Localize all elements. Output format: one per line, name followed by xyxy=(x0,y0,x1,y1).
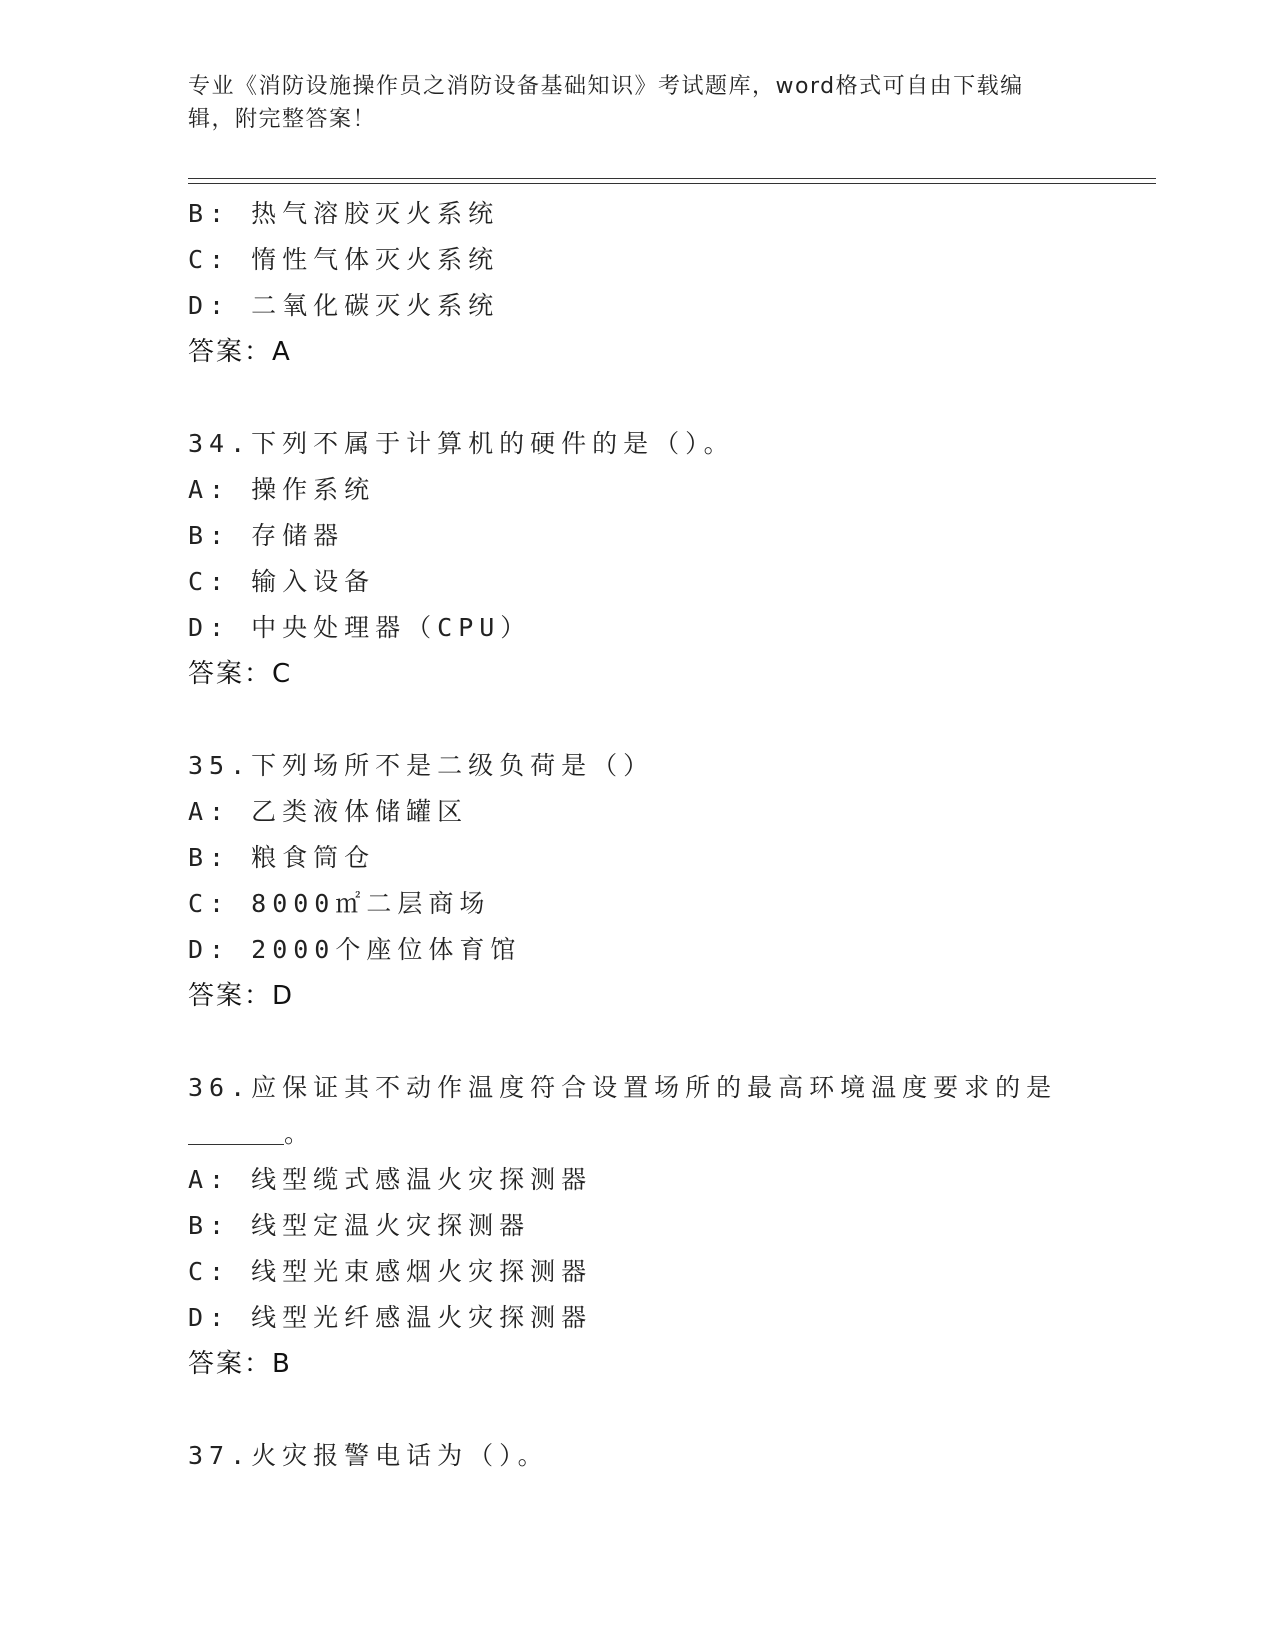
option-c: C: 线型光束感烟火灾探测器 xyxy=(188,1257,593,1286)
answer-label: 答案：B xyxy=(188,1349,292,1379)
spacer xyxy=(188,375,1156,421)
answer-label: 答案：A xyxy=(188,337,292,367)
option-d: D: 二氧化碳灭火系统 xyxy=(188,291,500,320)
spacer xyxy=(188,1387,1156,1433)
option-c: C: 8000㎡二层商场 xyxy=(188,889,491,918)
question-stem: 34.下列不属于计算机的硬件的是（）。 xyxy=(188,429,735,458)
option-b: B: 存储器 xyxy=(188,521,345,550)
option-b: B: 粮食筒仓 xyxy=(188,843,376,872)
option-c: C: 输入设备 xyxy=(188,567,376,596)
option-b: B: 线型定温火灾探测器 xyxy=(188,1211,531,1240)
question-37 xyxy=(188,1433,1156,1479)
header-divider-bottom xyxy=(188,183,1156,184)
spacer xyxy=(188,1019,1156,1065)
answer-label: 答案：D xyxy=(188,981,295,1011)
question-36 xyxy=(188,1065,1156,1387)
question-34 xyxy=(188,421,1156,697)
fill-in-blank xyxy=(188,1111,1156,1157)
option-a: A: 线型缆式感温火灾探测器 xyxy=(188,1165,593,1194)
spacer xyxy=(188,697,1156,743)
header-divider-top xyxy=(188,178,1156,179)
option-d: D: 线型光纤感温火灾探测器 xyxy=(188,1303,593,1332)
question-list xyxy=(188,191,1156,1479)
blank-underline xyxy=(188,1144,284,1145)
answer-label: 答案：C xyxy=(188,659,293,689)
stem-end-punctuation: 。 xyxy=(284,1119,312,1148)
question-33-continued xyxy=(188,191,1156,375)
option-d: D: 2000个座位体育馆 xyxy=(188,935,522,964)
option-b: B: 热气溶胶灭火系统 xyxy=(188,199,500,228)
document-header: 专业《消防设施操作员之消防设备基础知识》考试题库，word格式可自由下载编辑，附完整答案！ xyxy=(188,74,1024,132)
option-d: D: 中央处理器（CPU） xyxy=(188,613,532,642)
question-stem: 35.下列场所不是二级负荷是（） xyxy=(188,751,655,780)
question-35 xyxy=(188,743,1156,1019)
question-stem: 37.火灾报警电话为（）。 xyxy=(188,1441,549,1470)
option-c: C: 惰性气体灭火系统 xyxy=(188,245,500,274)
option-a: A: 乙类液体储罐区 xyxy=(188,797,469,826)
option-a: A: 操作系统 xyxy=(188,475,376,504)
question-stem: 36.应保证其不动作温度符合设置场所的最高环境温度要求的是 xyxy=(188,1073,1058,1102)
